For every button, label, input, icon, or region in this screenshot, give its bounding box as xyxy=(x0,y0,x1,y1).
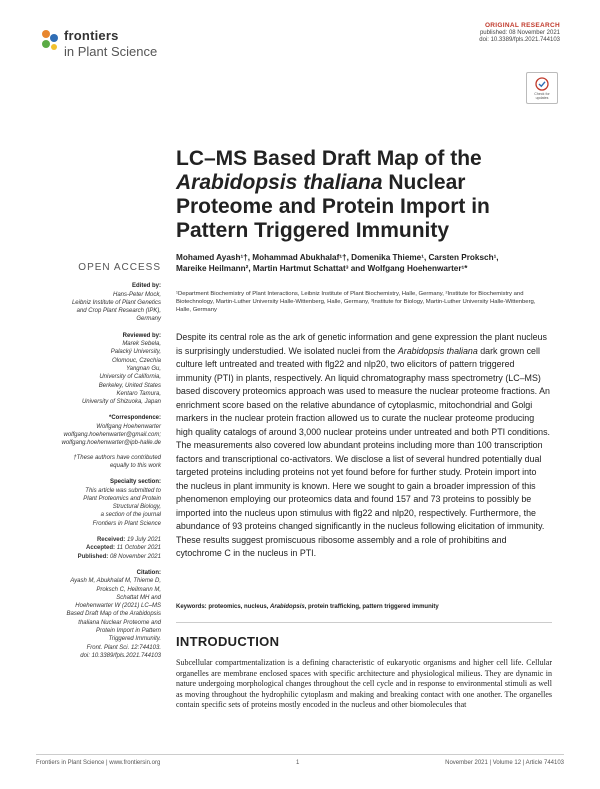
check-updates-label: Check for updates xyxy=(534,91,550,100)
section-divider xyxy=(176,622,552,623)
specialty-section: This article was submitted to Plant Proteomics and Protein Structural Biology, a section of the journal Frontiers in Plant Science xyxy=(83,487,161,527)
affiliations: ¹Department Biochemistry of Plant Interactions, Leibniz Institute of Plant Biochemistry, Halle, Germany, ²Institute for Biochemistry and Biotechnology, Martin-Luther University Halle-Wittenberg, Halle, Germany, ³Institute for Biology, Martin-Luther University Halle-Wittenberg, Halle, Germany xyxy=(176,291,536,314)
article-meta xyxy=(479,22,560,45)
article-dates: Received: 19 July 2021 Accepted: 11 October 2021 Published: 08 November 2021 xyxy=(77,537,161,560)
check-updates-icon xyxy=(535,77,549,91)
edited-by-label: Edited by: xyxy=(131,283,161,290)
reviewer-list: Marek Sebela, Palacký University, Olomouc, Czechia Yangnan Gu, University of California, Berkeley, United States Kentaro Tamura, University of Shizuoka, Japan xyxy=(81,341,161,406)
citation-text: Ayash M, Abukhalaf M, Thieme D, Proksch C, Heilmann M, Schattat MH and Hoehenwarter W (2021) LC–MS Based Draft Map of the Arabidopsis thaliana Nuclear Proteome and Protein Import in Pattern Triggered Immunity. Front. Plant Sci. 12:744103. doi: 10.3389/fpls.2021.744103 xyxy=(66,578,161,659)
reviewed-by-label: Reviewed by: xyxy=(122,332,161,339)
frontiers-logo-icon xyxy=(38,28,62,52)
correspondence-info[interactable]: Wolfgang Hoehenwarter wolfgang.hoehenwarter@gmail.com; wolfgang.hoehenwarter@ipb-halle.de xyxy=(61,423,161,447)
logo-journal-name: in Plant Science xyxy=(64,44,158,59)
abstract: Despite its central role as the ark of genetic information and gene expression the plant nucleus is surprisingly understudied. We isolated nuclei from the Arabidopsis thaliana dark grown cell culture left untreated and treated with flg22 and nlp20, two elicitors of pattern triggered immunity (PTI) in plants, respectively. An liquid chromatography mass spectrometry (LC–MS) based discovery proteomics approach was used to measure the nuclear proteome fractions. An enrichment score based on the relative abundance of cytoplasmic, mitochondrial and Golgi markers in the nuclear protein fraction allowed us to curate the nuclear proteome producing high quality catalogs of around 3,000 nuclear proteins under untreated and both PTI conditions. The measurements also covered low abundant proteins including more than 100 transcription factors and transcriptional co-activators. We disclose a list of several hundred potentially dual targeted proteins including proteins not yet found before for further study. Protein import into the nucleus in plant immunity is known. Here we sought to gain a broader impression of this phenomenon employing our proteomics data and found 157 and 73 proteins to possibly be imported into the nucleus upon stimulus with flg22 and nlp20, respectively. Furthermore, the abundance of 93 proteins changed significantly in the nucleus following elicitation of immunity. These results suggest promiscuous ribosome assembly and a role of prohibitins and cytochrome C in the nucleus in PTI. xyxy=(176,332,550,558)
specialty-section-label: Specialty section: xyxy=(109,479,161,486)
keywords: Keywords: proteomics, nucleus, Arabidopsis, protein trafficking, pattern triggered immunity xyxy=(176,604,439,610)
footer-divider xyxy=(36,754,564,755)
page-number: 1 xyxy=(296,760,300,766)
open-access-label: OPEN ACCESS xyxy=(78,262,161,273)
sidebar xyxy=(36,264,161,660)
article-type: ORIGINAL RESEARCH xyxy=(484,22,560,29)
logo-word-frontiers: frontiers xyxy=(64,28,119,43)
article-title: LC–MS Based Draft Map of the Arabidopsis thaliana Nuclear Proteome and Protein Import in Pattern Triggered Immunity xyxy=(176,147,490,242)
equal-contribution-note: †These authors have contributed equally to this work xyxy=(73,454,161,469)
correspondence-label: *Correspondence: xyxy=(108,415,161,422)
introduction-text: Subcellular compartmentalization is a defining characteristic of eukaryotic organisms and higher cell life. Cellular organelles are membrane enclosed spaces with specific architecture and physiological milieus. They are dynamic in nature undergoing morphological changes throughout the cell cycle and in response to environmental stimuli as well as moving throughout the hydrophilic cytoplasm and making and breaking contact with one another. The organelles contain specific sets of proteins mostly encoded in the nucleus and other biomolecules that xyxy=(176,658,552,710)
frontiers-logo[interactable] xyxy=(38,26,178,66)
footer-journal-link[interactable]: Frontiers in Plant Science | www.frontiersin.org xyxy=(36,760,161,766)
footer-volume-info: November 2021 | Volume 12 | Article 744103 xyxy=(445,760,564,766)
check-for-updates-button[interactable] xyxy=(526,72,558,104)
citation-label: Citation: xyxy=(136,569,161,576)
introduction-heading: INTRODUCTION xyxy=(176,634,280,649)
author-list: Mohamed Ayash¹†, Mohammad Abukhalaf¹†, Domenika Thieme¹, Carsten Proksch¹, Mareike Heilmann², Martin Hartmut Schattat³ and Wolfgang Hoehenwarter¹* xyxy=(176,253,499,273)
editor-list: Hans-Peter Mock, Leibniz Institute of Plant Genetics and Crop Plant Research (IPK), Germany xyxy=(71,291,161,323)
doi[interactable]: doi: 10.3389/fpls.2021.744103 xyxy=(479,37,560,43)
published-date: published: 08 November 2021 xyxy=(479,29,560,36)
